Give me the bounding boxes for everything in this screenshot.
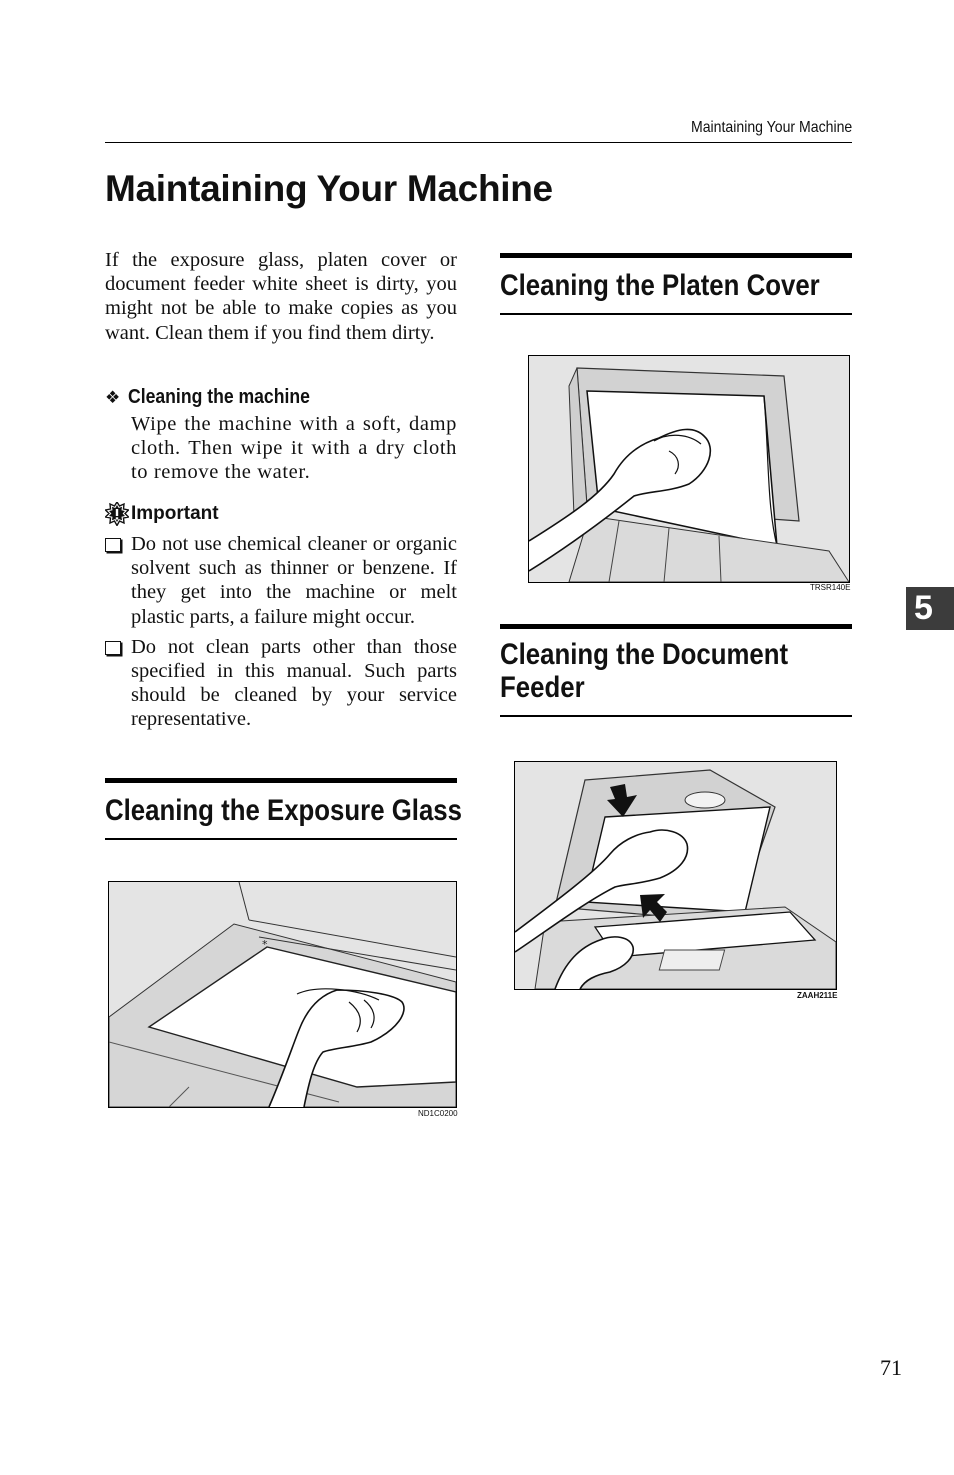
page-number: 71 bbox=[880, 1355, 902, 1380]
running-header: Maintaining Your Machine bbox=[690, 119, 852, 136]
section-top-rule bbox=[105, 778, 457, 783]
figure-code: TRSR140E bbox=[810, 583, 851, 592]
exposure-glass-illustration bbox=[108, 881, 457, 1108]
section-heading-line1: Cleaning the Document bbox=[500, 638, 789, 671]
important-item-text: Do not use chemical cleaner or organic solvent such as thinner or benzene. If they get into the machine or melt plastic parts, a failure might occur. bbox=[131, 533, 457, 628]
important-block bbox=[105, 502, 457, 732]
section-bottom-rule bbox=[105, 838, 457, 840]
section-document-feeder bbox=[500, 624, 852, 717]
intro-paragraph: If the exposure glass, platen cover or document feeder white sheet is dirty, you might not be able to make copies as you want. Clean them if you find them dirty. bbox=[105, 249, 457, 344]
document-feeder-drawing bbox=[515, 762, 836, 989]
cleaning-machine-heading: Cleaning the machine bbox=[128, 386, 311, 408]
checkbox-bullet-icon bbox=[105, 641, 121, 655]
platen-cover-drawing bbox=[529, 356, 849, 582]
document-feeder-illustration bbox=[514, 761, 837, 990]
important-heading-row bbox=[105, 502, 457, 526]
important-burst-icon bbox=[105, 502, 129, 526]
figure-code: ND1C0200 bbox=[418, 1109, 458, 1118]
svg-text:*: * bbox=[262, 938, 268, 951]
important-item-text: Do not clean parts other than those specified in this manual. Such parts should be cleaned by your service representative. bbox=[131, 635, 457, 731]
section-top-rule bbox=[500, 253, 852, 258]
section-top-rule bbox=[500, 624, 852, 629]
section-heading: Cleaning the Platen Cover bbox=[500, 269, 820, 302]
section-heading-line2: Feeder bbox=[500, 671, 585, 704]
checkbox-bullet-icon bbox=[105, 538, 121, 552]
diamond-bullet-icon: ❖ bbox=[105, 388, 121, 407]
exposure-glass-drawing bbox=[109, 882, 456, 1107]
cleaning-machine-block bbox=[105, 386, 457, 485]
section-bottom-rule bbox=[500, 313, 852, 315]
header-rule bbox=[105, 142, 852, 143]
important-heading: Important bbox=[131, 503, 219, 524]
important-item bbox=[105, 532, 457, 629]
section-platen-cover bbox=[500, 253, 852, 315]
section-exposure-glass bbox=[105, 778, 463, 840]
cleaning-machine-text: Wipe the machine with a soft, damp cloth. Then wipe it with a dry cloth to remove the water. bbox=[131, 413, 457, 484]
important-item bbox=[105, 635, 457, 732]
figure-code: ZAAH211E bbox=[797, 991, 838, 1000]
section-bottom-rule bbox=[500, 715, 852, 717]
chapter-tab: 5 bbox=[906, 587, 954, 630]
platen-cover-illustration bbox=[528, 355, 850, 583]
section-heading: Cleaning the Exposure Glass bbox=[105, 794, 463, 827]
page-title: Maintaining Your Machine bbox=[105, 168, 553, 209]
